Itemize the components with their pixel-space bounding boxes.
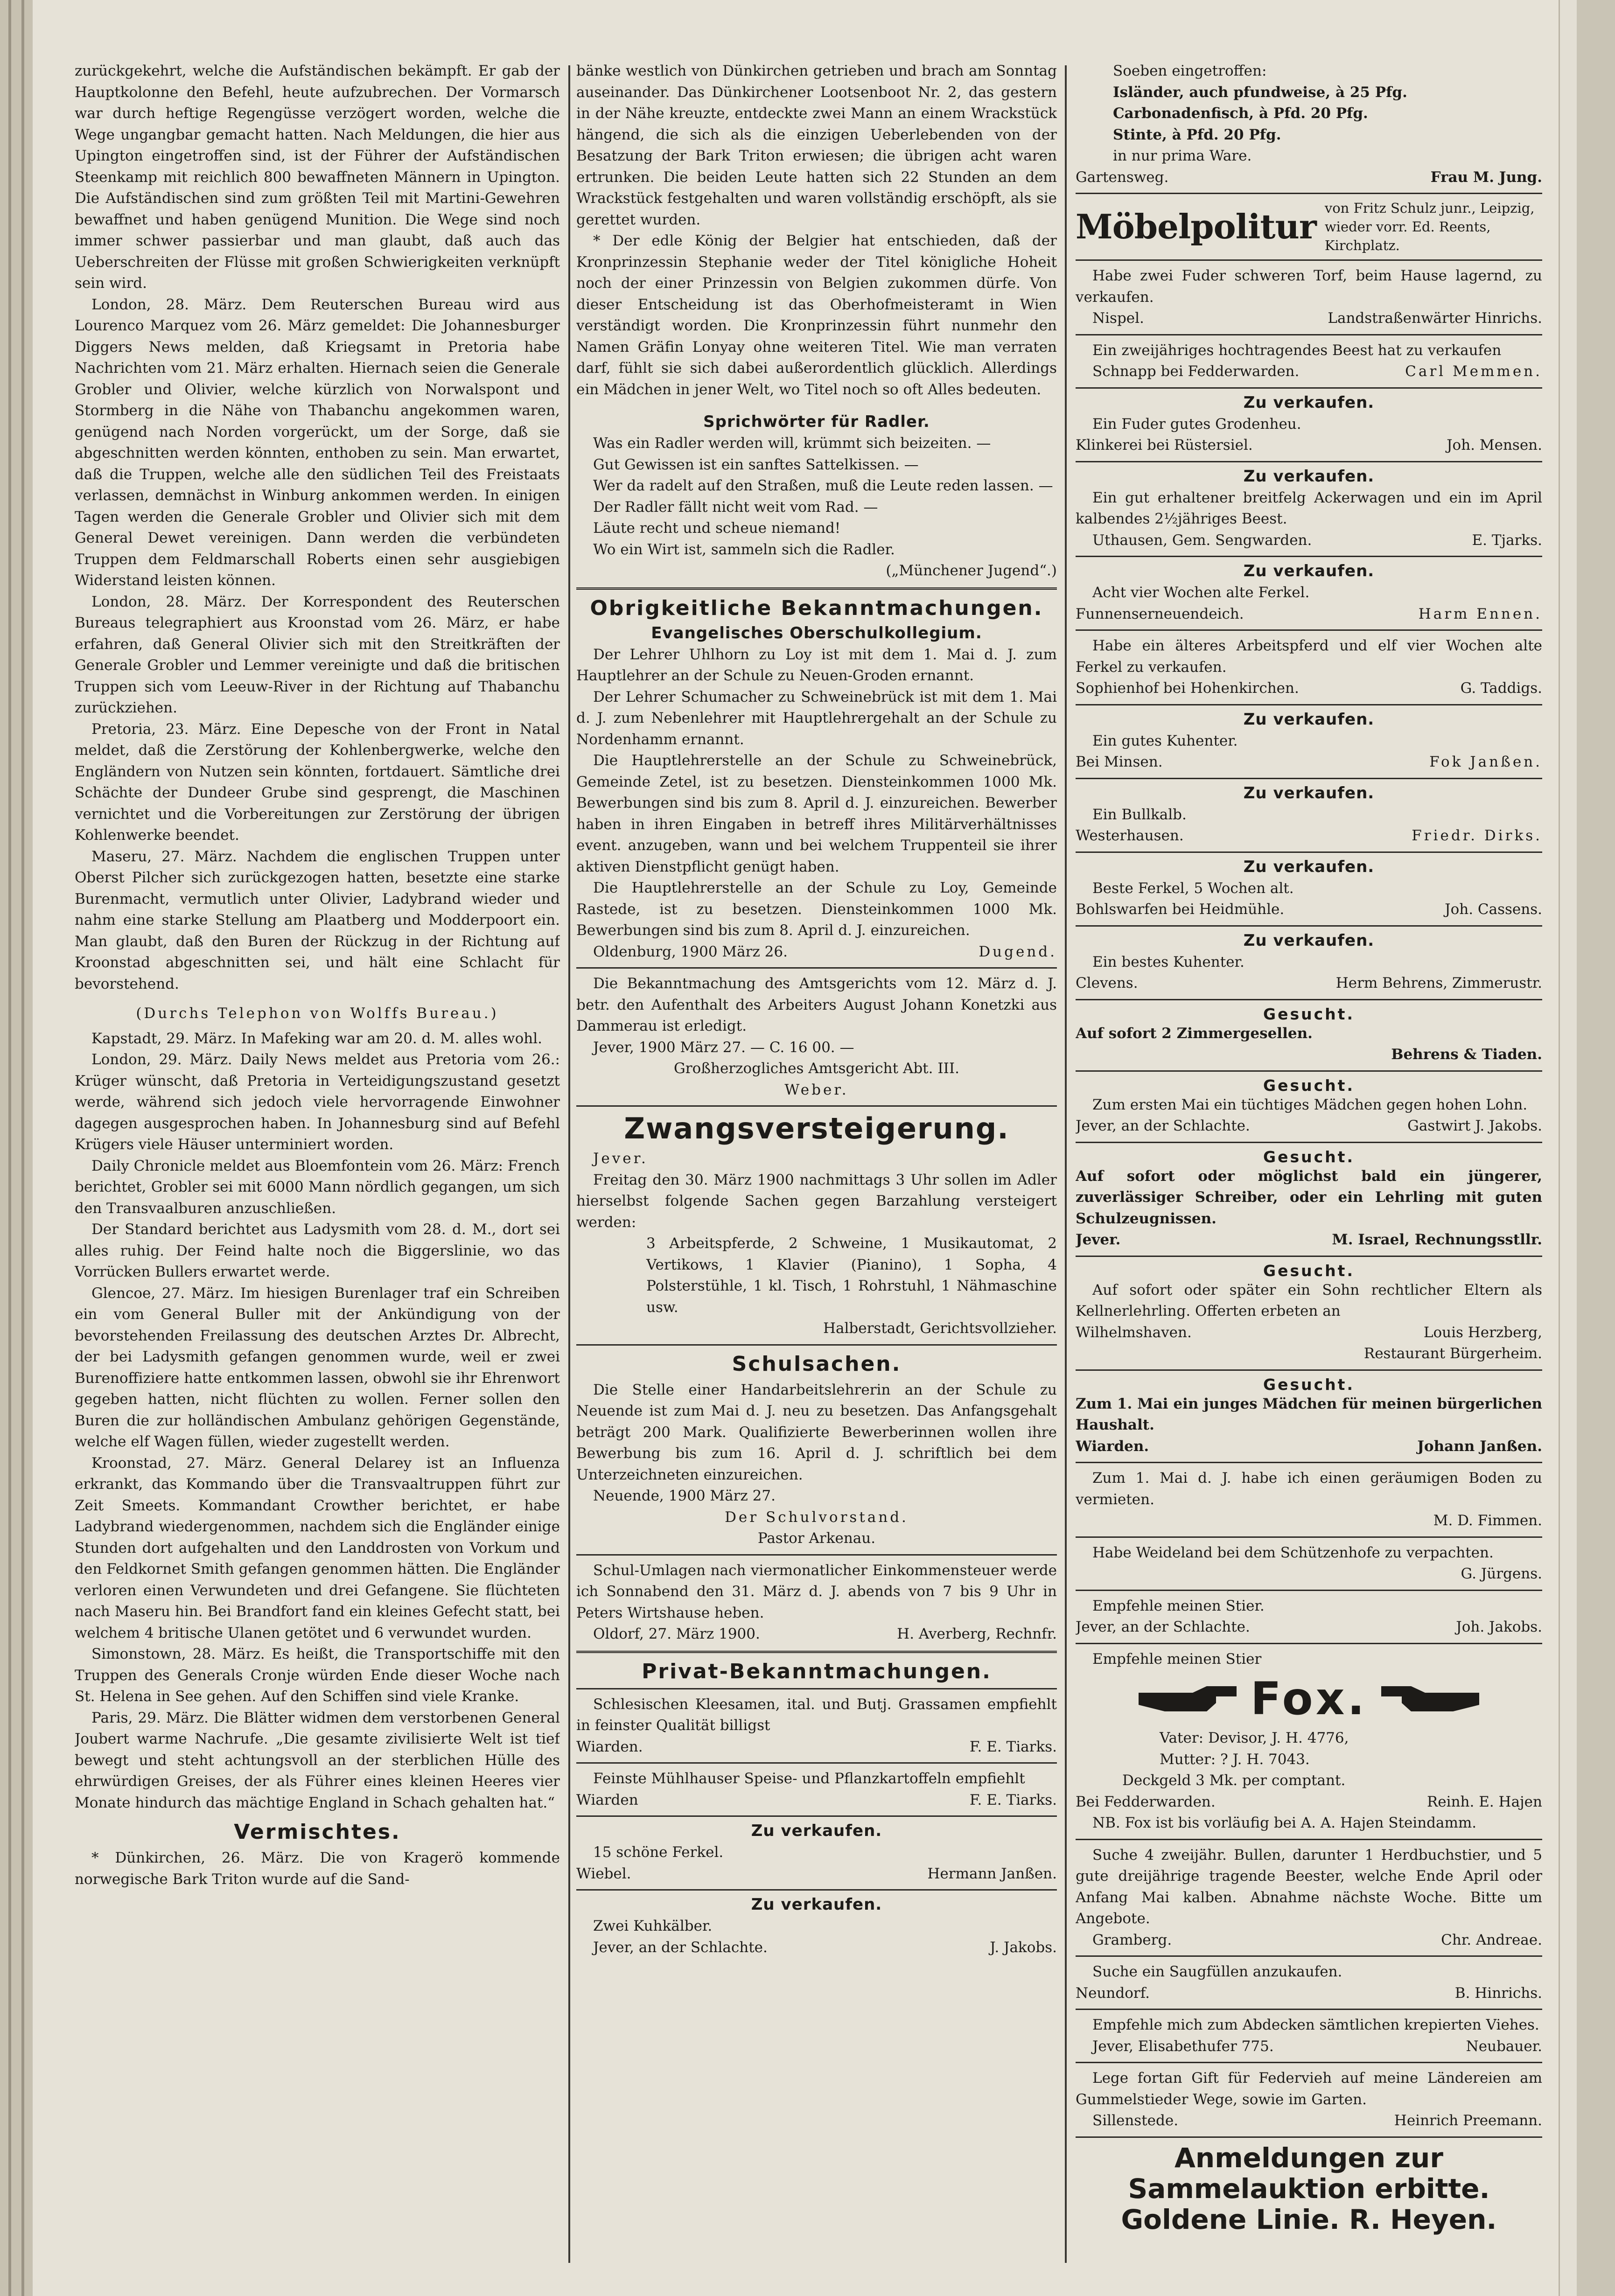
ad-place: Bei Fedderwarden.: [1076, 1793, 1216, 1810]
ad-place: Wilhelmshaven.: [1076, 1324, 1192, 1341]
divider: [1076, 704, 1542, 705]
ad-place: Wiebel.: [576, 1865, 631, 1882]
ad-place: Neundorf.: [1076, 1984, 1150, 2002]
ad-place: Gartensweg.: [1076, 168, 1169, 186]
article-paragraph: Maseru, 27. März. Nachdem die englischen Truppen unter Oberst Pilcher sich zurückgezogen hatten, besetzte eine starke Burenmacht, vermutlich unter Olivier, Ladybrand wieder und nahm eine starke Stellung am Plaatberg und Modderpoort ein. Man glaubt, daß den Buren der Rückzug in der Richtung auf Kroonstad abgeschnitten sei, und hält eine Schlacht für bevorstehend.: [75, 848, 560, 992]
section-heading-auction: Zwangsversteigerung.: [624, 1111, 1009, 1145]
divider: [1076, 461, 1542, 462]
ad-text: 15 schöne Ferkel.: [593, 1844, 724, 1861]
ad-name: Herm Behrens, Zimmerustr.: [1335, 975, 1542, 991]
article-paragraph: zurückgekehrt, welche die Aufständischen bekämpft. Er gab der Hauptkolonne den Befehl, heute aufzubrechen. Der Vormarsch war durch heftige Regengüsse verzögert worden, welche die Wege ungangbar gemacht hatten. Nach Meldungen, die hier aus Upington eingetroffen sind, ist der Führer der Aufständischen Steenkamp mit reichlich 800 bewaffneten Männern in Upington. Die Aufständischen sind zum größten Teil mit Martini-Gewehren bewaffnet und haben genügend Munition. Die Wege sind noch immer schwer passierbar und man glaubt, daß auch das Ueberschreiten der Flüsse mit großen Schwierigkeiten verknüpft sein wird.: [75, 63, 560, 292]
ad-heading: Zu verkaufen.: [1243, 783, 1375, 803]
column-ads: [1076, 61, 1542, 2282]
article-paragraph: London, 28. März. Dem Reuterschen Bureau wird aus Lourenco Marquez vom 26. März gemeldet: Die Johannesburger Diggers News melden, daß Kriegsamt in Pretoria habe Nachrichten vom 21. März erhalten. Hiernach seien die Generale Grobler und Olivier, welche kürzlich von Norwalspont und Stormberg in die Nähe von Thabanchu angekommen waren, genügend nach Norden vorgerückt, um der Sorge, daß sie abgeschnitten werden könnten, enthoben zu sein. Man erwartet, daß die Truppen, welche alle den südlichen Teil des Freistaats verlassen, demnächst in Winburg ankommen werden. In einigen Tagen werden die Generale Grobler und Olivier sich mit dem General Dewet vereinigen. Dann werden die verbündeten Truppen dem Feldmarschall Roberts einen sehr ausgiebigen Widerstand leisten können.: [75, 296, 560, 589]
article-paragraph: Simonstown, 28. März. Es heißt, die Transportschiffe mit den Truppen des Generals Cronje würden Ende dieser Woche nach St. Helena in See gehen. Auf den Schiffen sind viele Kranke.: [75, 1646, 560, 1705]
ad-text: Beste Ferkel, 5 Wochen alt.: [1092, 879, 1294, 897]
divider: [1076, 1070, 1542, 1072]
signature-name: Weber.: [784, 1081, 849, 1098]
telephone-heading: (Durchs Telephon von Wolffs Bureau.): [136, 1005, 499, 1022]
wanted-heading: Gesucht.: [1263, 1261, 1355, 1280]
ad-name: Behrens & Tiaden.: [1391, 1046, 1542, 1063]
divider: [1076, 2062, 1542, 2063]
ad-text: Ein Bullkalb.: [1092, 806, 1187, 823]
column-news: [75, 61, 560, 2282]
divider: [1076, 1536, 1542, 1538]
ad-text: Vater: Devisor, J. H. 4776,: [1160, 1730, 1349, 1746]
divider: [576, 1554, 1057, 1556]
divider: [1076, 1590, 1542, 1591]
ad-text: Habe Weideland bei dem Schützenhofe zu verpachten.: [1092, 1544, 1494, 1561]
divider: [576, 1105, 1057, 1107]
ad-text: von Fritz Schulz junr., Leipzig, wieder vorr. Ed. Reents, Kirchplatz.: [1324, 200, 1535, 253]
ad-name: Hermann Janßen.: [927, 1865, 1057, 1882]
ad-place: Klinkerei bei Rüstersiel.: [1076, 437, 1253, 454]
column-rule: [1065, 65, 1067, 2263]
newspaper-page: [33, 0, 1559, 2296]
ad-place: Sophienhof bei Hohenkirchen.: [1076, 680, 1299, 697]
ad-place: Westerhausen.: [1076, 827, 1184, 844]
ad-place: Wiarden: [576, 1791, 638, 1808]
wanted-heading: Gesucht.: [1263, 1005, 1355, 1023]
ad-text: Auf sofort oder möglichst bald ein jüngerer, zuverlässiger Schreiber, oder ein Lehrling mit guten Schulzeugnissen.: [1076, 1167, 1542, 1227]
ad-name: Friedr. Dirks.: [1412, 827, 1542, 844]
proverb: Was ein Radler werden will, krümmt sich beizeiten. —: [593, 435, 991, 452]
signature-line: Jever, 1900 März 27. — C. 16 00. —: [593, 1039, 854, 1056]
divider: [1076, 629, 1542, 631]
column-rule: [568, 65, 570, 2263]
ad-heading: Zu verkaufen.: [1243, 710, 1375, 729]
divider: [576, 1651, 1057, 1653]
ad-name: Landstraßenwärter Hinrichs.: [1328, 310, 1542, 327]
divider: [1076, 1256, 1542, 1257]
proverb: Wo ein Wirt ist, sammeln sich die Radler.: [593, 541, 895, 558]
ad-place: Funnenserneuendeich.: [1076, 605, 1244, 622]
ad-name: Harm Ennen.: [1418, 605, 1542, 622]
article-paragraph: Der Standard berichtet aus Ladysmith vom 28. d. M., dort sei alles ruhig. Der Feind halte noch die Biggerslinie, wo das Vorrücken Bullers erwartet werde.: [75, 1221, 560, 1280]
ad-text: Zwei Kuhkälber.: [593, 1918, 713, 1934]
article-paragraph: bänke westlich von Dünkirchen getrieben und brach am Sonntag auseinander. Das Dünkirchener Lootsenboot Nr. 2, das gestern in der Nähe kreuzte, entdeckte zwei Mann an einem Wrackstück hängend, die sich als die einzigen Ueberlebenden von der Besatzung der Bark Triton erwiesen; die übrigen acht waren ertrunken. Die beiden Leute hatten sich 22 Stunden an dem Wrackstück festgehalten und waren vollständig erschöpft, als sie gerettet wurden.: [576, 63, 1057, 228]
ad-place: Jever.: [1076, 1231, 1121, 1248]
divider: [576, 1344, 1057, 1346]
scan-margin-right: [1559, 0, 1615, 2296]
ad-name: Joh. Mensen.: [1447, 437, 1542, 454]
ad-text: Acht vier Wochen alte Ferkel.: [1092, 584, 1310, 601]
ad-text: Carbonadenfisch, à Pfd. 20 Pfg.: [1113, 105, 1368, 122]
signature-line: Großherzogliches Amtsgericht Abt. III.: [674, 1060, 959, 1077]
ad-place: Clevens.: [1076, 975, 1138, 991]
ad-text: Isländer, auch pfundweise, à 25 Pfg.: [1113, 84, 1407, 101]
auction-notice-line: Goldene Linie. R. Heyen.: [1121, 2203, 1497, 2235]
article-paragraph: Kapstadt, 29. März. In Mafeking war am 20. d. M. alles wohl.: [91, 1030, 542, 1047]
article-paragraph: Kroonstad, 27. März. General Delarey ist an Influenza erkrankt, das Kommando über die Transvaaltruppen führt zur Zeit Smeets. Kommandant Crowther berichtet, er habe Ladybrand wiedergenommen, nachdem sich die Engländer einige Stunden dort aufgehalten und den Landdrosten von Vorkum und den Feldkornet Smith gefangen genommen hätten. Die Engländer verloren einen Verwundeten und drei Gefangene. Sie flüchteten nach Maseru hin. Bei Brandfort fand ein kleines Gefecht statt, bei welchem 4 britische Ulanen getötet und 6 verwundet wurden.: [75, 1454, 560, 1641]
ad-place: Jever, an der Schlachte.: [593, 1939, 768, 1956]
auction-notice-line: Anmeldungen zur: [1175, 2142, 1443, 2174]
ad-name: M. Israel, Rechnungsstllr.: [1332, 1231, 1542, 1248]
ad-name: Reinh. E. Hajen: [1426, 1793, 1542, 1810]
divider: [1076, 334, 1542, 335]
ad-name: Frau M. Jung.: [1430, 168, 1542, 186]
ad-name: M. D. Fimmen.: [1433, 1512, 1542, 1529]
ad-place: Bei Minsen.: [1076, 754, 1163, 770]
ad-text: NB. Fox ist bis vorläufig bei A. A. Hajen Steindamm.: [1092, 1814, 1477, 1831]
notice-paragraph: Der Lehrer Schumacher zu Schweinebrück ist mit dem 1. Mai d. J. zum Nebenlehrer mit Hauptlehrergehalt an der Schule zu Nordenhamm ernannt.: [576, 688, 1057, 748]
ad-text: Deckgeld 3 Mk. per comptant.: [1122, 1772, 1346, 1789]
pointing-hand-icon: [1378, 1682, 1481, 1715]
ad-text: Suche ein Saugfüllen anzukaufen.: [1092, 1963, 1342, 1980]
notice-paragraph: Freitag den 30. März 1900 nachmittags 3 Uhr sollen im Adler hierselbst folgende Sachen gegen Barzahlung versteigert werden:: [576, 1171, 1057, 1231]
notice-paragraph: Schul-Umlagen nach viermonatlicher Einkommensteuer werde ich Sonnabend den 31. März d. J. abends von 7 bis 9 Uhr in Peters Wirtshause heben.: [576, 1562, 1057, 1621]
article-paragraph: London, 29. März. Daily News meldet aus Pretoria vom 26.: Krüger wünscht, daß Pretoria in Verteidigungszustand gesetzt werde, während sich jedoch viele hervorragende Einwohner dagegen ausgesprochen haben. In Johannesburg sind auf Befehl Krügers viele Häuser unterminiert worden.: [75, 1051, 560, 1153]
article-paragraph: * Dünkirchen, 26. März. Die von Kragerö kommende norwegische Bark Triton wurde auf die Sand-: [75, 1849, 560, 1888]
ad-text: Ein bestes Kuhenter.: [1092, 953, 1244, 970]
proverb: Der Radler fällt nicht weit vom Rad. —: [593, 498, 878, 516]
subheading: Evangelisches Oberschulkollegium.: [651, 623, 982, 642]
section-heading-vermischtes: Vermischtes.: [234, 1820, 401, 1844]
ad-place: Jever, Elisabethufer 775.: [1092, 2038, 1274, 2055]
ad-place: Gramberg.: [1092, 1931, 1172, 1948]
ad-text: Schlesischen Kleesamen, ital. und Butj. Grassamen empfiehlt in feinster Qualität billigst: [576, 1696, 1057, 1734]
ad-text: Habe ein älteres Arbeitspferd und elf vier Wochen alte Ferkel zu verkaufen.: [1076, 637, 1542, 676]
divider: [1076, 259, 1542, 261]
ad-text: Auf sofort oder später ein Sohn rechtlicher Eltern als Kellnerlehrling. Offerten erbeten an: [1076, 1281, 1542, 1319]
section-heading-private: Privat-Bekanntmachungen.: [642, 1659, 992, 1683]
pointing-hand-icon: [1137, 1682, 1239, 1715]
wanted-heading: Gesucht.: [1263, 1076, 1355, 1095]
ad-place: Uthausen, Gem. Sengwarden.: [1092, 531, 1312, 549]
article-paragraph: Pretoria, 23. März. Eine Depesche von der Front in Natal meldet, daß die Zerstörung der Kohlenbergwerke, welche den Engländern von Nutzen sein könnten, fortdauert. Sämtliche drei Schächte der Dundeer Grube sind gesprengt, die Maschinen vernichtet und die Vorbereitungen zur Zerstörung der übrigen Kohlenwerke beendet.: [75, 720, 560, 844]
ad-place: Bohlswarfen bei Heidmühle.: [1076, 901, 1285, 918]
proverb: Läute recht und scheue niemand!: [593, 520, 841, 537]
ad-text: Feinste Mühlhauser Speise- und Pflanzkartoffeln empfiehlt: [593, 1770, 1025, 1787]
ad-name: Gastwirt J. Jakobs.: [1407, 1117, 1542, 1134]
divider: [1076, 1955, 1542, 1957]
column-notices: [576, 61, 1057, 2282]
notice-paragraph: Die Hauptlehrerstelle an der Schule zu Loy, Gemeinde Rastede, ist zu besetzen. Diensteinkommen 1000 Mk. Bewerbungen sind bis zum 8. April d. J. einzureichen.: [576, 879, 1057, 939]
section-heading-school: Schulsachen.: [732, 1352, 902, 1376]
moebelpolitur-heading: Möbelpolitur: [1076, 207, 1316, 246]
ad-name: Carl Memmen.: [1405, 363, 1542, 380]
signature-line: Neuende, 1900 März 27.: [593, 1487, 776, 1504]
ad-name: Restaurant Bürgerheim.: [1363, 1345, 1542, 1362]
article-paragraph: Paris, 29. März. Die Blätter widmen dem verstorbenen General Joubert warme Nachrufe. „Die gesamte zivilisierte Welt ist tief bewegt und steht achtungsvoll an der sterblichen Hülle des ehrwürdigen Greises, der als Führer eines kleinen Heeres vier Monate hindurch das mächtige England in Schach gehalten hat.“: [75, 1709, 560, 1811]
proverb: Wer da radelt auf den Straßen, muß die Leute reden lassen. —: [593, 477, 1053, 494]
divider: [1076, 851, 1542, 853]
ad-text: Habe zwei Fuder schweren Torf, beim Hause lagernd, zu verkaufen.: [1076, 267, 1542, 306]
signature-name: Halberstadt, Gerichtsvollzieher.: [823, 1320, 1057, 1337]
notice-paragraph: Die Bekanntmachung des Amtsgerichts vom 12. März d. J. betr. den Aufenthalt des Arbeiters August Johann Konetzki aus Dammerau ist erledigt.: [576, 975, 1057, 1034]
signature-name: Dugend.: [979, 943, 1057, 960]
divider: [576, 967, 1057, 969]
section-heading-official: Obrigkeitliche Bekanntmachungen.: [590, 596, 1043, 620]
divider: [1076, 193, 1542, 194]
divider: [576, 1815, 1057, 1817]
auction-notice-line: Sammelauktion erbitte.: [1128, 2172, 1490, 2205]
divider: [1076, 2009, 1542, 2010]
ad-text: Zum 1. Mai ein junges Mädchen für meinen bürgerlichen Haushalt.: [1076, 1395, 1542, 1433]
ad-name: Joh. Cassens.: [1445, 901, 1542, 918]
ad-text: Lege fortan Gift für Federvieh auf meine Ländereien am Gummelstieder Wege, sowie im Garten.: [1076, 2070, 1542, 2108]
signature-name: Pastor Arkenau.: [757, 1530, 876, 1547]
ad-text: Auf sofort 2 Zimmergesellen.: [1076, 1025, 1313, 1042]
ad-name: B. Hinrichs.: [1454, 1984, 1542, 2002]
article-paragraph: Glencoe, 27. März. Im hiesigen Burenlager traf ein Schreiben ein vom General Buller mit der Ankündigung von der bevorstehenden Freilassung des deutschen Arztes Dr. Albrecht, der bei Ladysmith gefangen genommen wurde, weil er zwei Burenoffiziere hatte entkommen lassen, obwohl sie ihr Ehrenwort gegeben hatten, nicht flüchten zu wollen. Ferner sollen den Buren die zur holländischen Ambulanz gehörigen Gegenstände, welche elf Wagen füllen, wieder zugestellt werden.: [75, 1284, 560, 1450]
notice-paragraph: Die Hauptlehrerstelle an der Schule zu Schweinebrück, Gemeinde Zetel, ist zu besetzen. Diensteinkommen 1000 Mk. Bewerbungen sind bis zum 8. April d. J. einzureichen. Bewerber haben in ihren Eingaben in betreff ihres Militärverhältnisses event. anzugeben, wann und bei welchem Truppenteil sie ihrer aktiven Dienstpflicht genügt haben.: [576, 752, 1057, 875]
signature-place: Oldorf, 27. März 1900.: [593, 1626, 760, 1642]
ad-place: Wiarden.: [1076, 1438, 1149, 1455]
ad-name: E. Tjarks.: [1472, 531, 1542, 549]
article-paragraph: Daily Chronicle meldet aus Bloemfontein vom 26. März: French berichtet, Grobler sei mit 6000 Mann nördlich gegangen, um sich den Transvaalburen anzuschließen.: [75, 1157, 560, 1217]
divider: [576, 1889, 1057, 1891]
ad-text: Ein gutes Kuhenter.: [1092, 732, 1238, 749]
signature-line: Der Schulvorstand.: [725, 1508, 909, 1526]
ad-name: Heinrich Preemann.: [1394, 2112, 1542, 2129]
divider: [1076, 556, 1542, 557]
divider: [1076, 1369, 1542, 1371]
divider: [1076, 1462, 1542, 1463]
signature-name: H. Averberg, Rechnfr.: [897, 1626, 1057, 1642]
ad-name: F. E. Tiarks.: [969, 1738, 1057, 1755]
ad-text: Mutter: ? J. H. 7043.: [1160, 1751, 1310, 1768]
article-paragraph: London, 28. März. Der Korrespondent des Reuterschen Bureaus telegraphiert aus Kroonstad vom 26. März, er habe erfahren, daß General Olivier sich mit den Streitkräften der Generale Grobler und Lemmer vereinigte und daß die britischen Truppen sich vom Leeuw-River in der Richtung auf Thabanchu zurückziehen.: [75, 593, 560, 716]
proverbs-source: („Münchener Jugend“.): [886, 562, 1057, 579]
ad-text: Ein Fuder gutes Grodenheu.: [1092, 415, 1301, 433]
ad-name: Joh. Jakobs.: [1456, 1619, 1542, 1635]
fox-banner: [1076, 1673, 1542, 1725]
divider: [576, 1762, 1057, 1764]
article-paragraph: * Der edle König der Belgier hat entschieden, daß der Kronprinzessin Stephanie weder der Titel königliche Hoheit noch der einer Prinzessin von Belgien zukommen dürfe. Von dieser Entscheidung ist das Oberhofmeisteramt in Wien verständigt worden. Die Kronprinzessin führt nunmehr den Namen Gräfin Lonyay ohne weiteren Titel. Wie man verraten darf, fühlt sie sich dabei außerordentlich glücklich. Allerdings ein Mädchen in jener Welt, wo Titel noch so oft Alles bedeuten.: [576, 232, 1057, 398]
ad-place: Schnapp bei Fedderwarden.: [1092, 363, 1300, 380]
proverbs-title: Sprichwörter für Radler.: [703, 412, 930, 431]
ad-heading: Zu verkaufen.: [1243, 562, 1375, 580]
divider: [576, 587, 1057, 590]
ad-place: Jever, an der Schlachte.: [1076, 1619, 1250, 1635]
divider: [1076, 925, 1542, 927]
wanted-heading: Gesucht.: [1263, 1147, 1355, 1166]
notice-paragraph: Die Stelle einer Handarbeitslehrerin an der Schule zu Neuende ist zum Mai d. J. neu zu besetzen. Das Anfangsgehalt beträgt 200 Mark. Qualifizierte Bewerberinnen wollen ihre Bewerbung bis zum 16. April d. J. schriftlich bei dem Unterzeichneten einzureichen.: [576, 1381, 1057, 1483]
ad-text: Zum ersten Mai ein tüchtiges Mädchen gegen hohen Lohn.: [1092, 1096, 1528, 1113]
ad-name: G. Jürgens.: [1461, 1565, 1542, 1582]
signature-place: Oldenburg, 1900 März 26.: [593, 943, 788, 960]
notice-paragraph: Der Lehrer Uhlhorn zu Loy ist mit dem 1. Mai d. J. zum Hauptlehrer an der Schule zu Neuen-Groden ernannt.: [576, 646, 1057, 684]
ad-name: F. E. Tiarks.: [969, 1791, 1057, 1808]
divider: [1076, 387, 1542, 389]
ad-name: G. Taddigs.: [1460, 680, 1542, 697]
divider: [576, 1688, 1057, 1689]
bull-name: Fox.: [1250, 1673, 1368, 1725]
ad-name: Louis Herzberg,: [1423, 1324, 1542, 1341]
ad-heading: Zu verkaufen.: [1243, 393, 1375, 412]
ad-text: Ein zweijähriges hochtragendes Beest hat zu verkaufen: [1092, 342, 1502, 359]
divider: [1076, 778, 1542, 779]
ad-heading: Zu verkaufen.: [751, 1895, 882, 1914]
ad-text: Stinte, à Pfd. 20 Pfg.: [1113, 126, 1281, 143]
ad-place: Nispel.: [1092, 310, 1144, 327]
auction-items: 3 Arbeitspferde, 2 Schweine, 1 Musikautomat, 2 Vertikows, 1 Klavier (Pianino), 1 Sopha, 4 Polsterstühle, 1 kl. Tisch, 1 Rohrstuhl, 1 Nähmaschine usw.: [646, 1235, 1057, 1316]
ad-name: Johann Janßen.: [1417, 1438, 1542, 1455]
ad-heading: Zu verkaufen.: [1243, 857, 1375, 876]
divider: [1076, 1839, 1542, 1840]
ad-name: Chr. Andreae.: [1441, 1931, 1542, 1948]
ad-text: Zum 1. Mai d. J. habe ich einen geräumigen Boden zu vermieten.: [1076, 1470, 1542, 1508]
ad-name: Neubauer.: [1466, 2038, 1542, 2055]
ad-heading: Zu verkaufen.: [1243, 931, 1375, 950]
divider: [1076, 1643, 1542, 1644]
ad-text: Suche 4 zweijähr. Bullen, darunter 1 Herdbuchstier, und 5 gute dreijährige tragende Beester, welche Ende April oder Anfang Mai kalben. Abnahme nächste Woche. Bitte um Angebote.: [1076, 1846, 1542, 1927]
ad-text: Empfehle mich zum Abdecken sämtlichen krepierten Viehes.: [1092, 2017, 1539, 2033]
ad-place: Wiarden.: [576, 1738, 643, 1755]
place-line: Jever.: [593, 1150, 648, 1167]
ad-place: Jever, an der Schlachte.: [1076, 1117, 1250, 1134]
divider: [1076, 2136, 1542, 2138]
divider: [1076, 999, 1542, 1000]
ad-text: Ein gut erhaltener breitfelg Ackerwagen und ein im April kalbendes 2½jähriges Beest.: [1076, 489, 1542, 527]
ad-name: Fok Janßen.: [1429, 754, 1542, 770]
ad-heading: Zu verkaufen.: [751, 1821, 882, 1840]
ad-place: Sillenstede.: [1092, 2112, 1179, 2129]
wanted-heading: Gesucht.: [1263, 1375, 1355, 1394]
scan-margin-left: [0, 0, 33, 2296]
ad-text: Empfehle meinen Stier: [1092, 1650, 1262, 1668]
ad-text: in nur prima Ware.: [1113, 147, 1252, 164]
ad-name: J. Jakobs.: [990, 1939, 1057, 1956]
proverb: Gut Gewissen ist ein sanftes Sattelkissen. —: [593, 456, 919, 473]
ad-text: Empfehle meinen Stier.: [1092, 1597, 1265, 1614]
divider: [1076, 1142, 1542, 1143]
ad-text: Soeben eingetroffen:: [1113, 63, 1267, 79]
ad-heading: Zu verkaufen.: [1243, 467, 1375, 486]
